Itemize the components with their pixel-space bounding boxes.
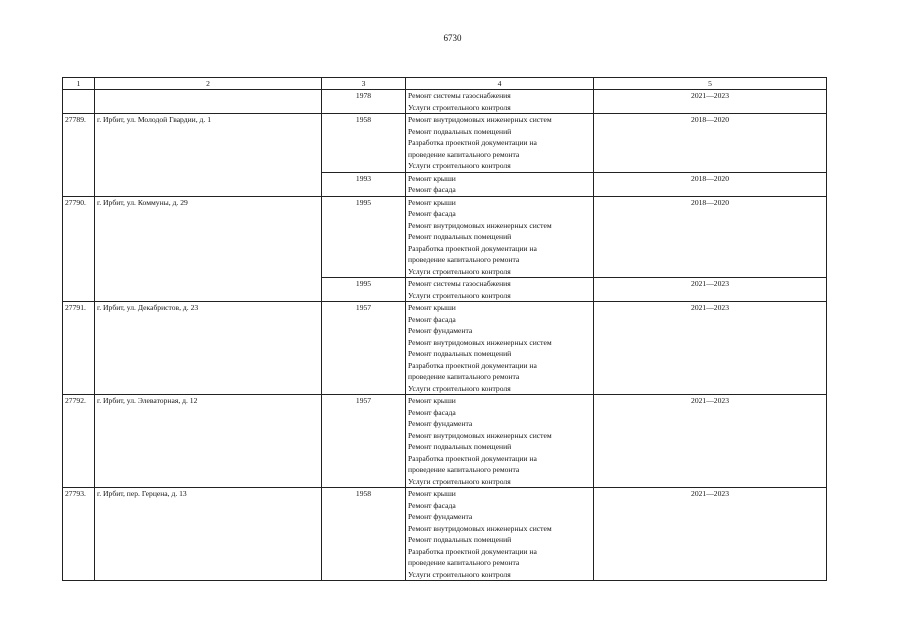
record-number-cell: 27791. [63, 302, 95, 395]
work-item: Разработка проектной документации на [408, 453, 537, 463]
year-cell: 1958 [322, 488, 406, 581]
works-cell [406, 395, 594, 488]
works-cell [406, 196, 594, 278]
work-item: Услуги строительного контроля [408, 266, 511, 276]
table-row [63, 302, 827, 395]
work-item: проведение капитального ремонта [408, 558, 520, 567]
page-number: 6730 [443, 33, 462, 43]
work-item: Ремонт внутридомовых инженерных систем [408, 337, 552, 347]
table-row [63, 114, 827, 173]
work-item: Ремонт крыши [408, 303, 456, 312]
work-item: проведение капитального ремонта [408, 372, 520, 381]
year-cell: 1993 [322, 172, 406, 196]
work-item: Ремонт фасада [408, 209, 456, 218]
period-cell: 2021—2023 [594, 488, 827, 581]
work-item: проведение капитального ремонта [408, 465, 520, 474]
column-number-row [63, 78, 827, 90]
works-cell [406, 488, 594, 581]
year-cell: 1995 [322, 278, 406, 302]
work-item: Ремонт внутридомовых инженерных систем [408, 523, 552, 533]
period-cell: 2018—2020 [594, 196, 827, 278]
column-header-2: 2 [95, 78, 322, 90]
works-cell [406, 114, 594, 173]
work-item: Услуги строительного контроля [408, 102, 511, 112]
table-row [63, 90, 827, 114]
work-item: Ремонт подвальных помещений [408, 442, 512, 451]
work-item: Ремонт фундамента [408, 419, 473, 428]
record-number-cell: 27789. [63, 114, 95, 197]
work-item: Ремонт фасада [408, 500, 456, 510]
work-item: Ремонт подвальных помещений [408, 126, 512, 136]
period-cell: 2021—2023 [594, 278, 827, 302]
address-cell [95, 90, 322, 114]
period-cell: 2021—2023 [594, 395, 827, 488]
work-item: Ремонт подвальных помещений [408, 232, 512, 241]
column-header-4: 4 [406, 78, 594, 90]
work-item: Ремонт внутридомовых инженерных систем [408, 430, 552, 440]
work-item: Услуги строительного контроля [408, 476, 511, 486]
work-item: Ремонт крыши [408, 396, 456, 405]
period-cell: 2018—2020 [594, 172, 827, 196]
work-item: Ремонт подвальных помещений [408, 349, 512, 358]
column-header-5: 5 [594, 78, 827, 90]
address-cell: г. Ирбит, ул. Декабристов, д. 23 [95, 302, 322, 395]
work-item: Ремонт крыши [408, 197, 456, 207]
year-cell: 1957 [322, 395, 406, 488]
record-number-cell: 27790. [63, 196, 95, 302]
work-item: Разработка проектной документации на [408, 360, 537, 370]
record-number-cell [63, 90, 95, 114]
address-cell: г. Ирбит, пер. Герцена, д. 13 [95, 488, 322, 581]
capital-repair-table [62, 77, 827, 581]
address-cell: г. Ирбит, ул. Элеваторная, д. 12 [95, 395, 322, 488]
works-cell [406, 90, 594, 114]
work-item: Разработка проектной документации на [408, 138, 537, 147]
works-cell [406, 278, 594, 302]
table-row [63, 488, 827, 581]
column-header-3: 3 [322, 78, 406, 90]
work-item: Ремонт внутридомовых инженерных систем [408, 220, 552, 230]
work-item: Ремонт фундамента [408, 512, 473, 521]
works-cell [406, 302, 594, 395]
year-cell: 1958 [322, 114, 406, 173]
period-cell: 2021—2023 [594, 90, 827, 114]
work-item: Ремонт внутридомовых инженерных систем [408, 115, 552, 124]
work-item: Ремонт фасада [408, 314, 456, 324]
work-item: Ремонт подвальных помещений [408, 535, 512, 544]
work-item: проведение капитального ремонта [408, 255, 520, 264]
record-number-cell: 27793. [63, 488, 95, 581]
work-item: Услуги строительного контроля [408, 161, 511, 170]
table-row [63, 395, 827, 488]
year-cell: 1978 [322, 90, 406, 114]
work-item: Ремонт крыши [408, 489, 456, 498]
work-item: Ремонт фундамента [408, 326, 473, 335]
address-cell: г. Ирбит, ул. Молодой Гвардии, д. 1 [95, 114, 322, 197]
work-item: Услуги строительного контроля [408, 290, 511, 300]
work-item: Ремонт системы газоснабжения [408, 91, 511, 100]
work-item: Услуги строительного контроля [408, 569, 511, 579]
work-item: Разработка проектной документации на [408, 546, 537, 556]
works-cell [406, 172, 594, 196]
period-cell: 2021—2023 [594, 302, 827, 395]
work-item: проведение капитального ремонта [408, 149, 520, 159]
work-item: Ремонт системы газоснабжения [408, 279, 511, 288]
year-cell: 1957 [322, 302, 406, 395]
record-number-cell: 27792. [63, 395, 95, 488]
work-item: Разработка проектной документации на [408, 243, 537, 253]
address-cell: г. Ирбит, ул. Коммуны, д. 29 [95, 196, 322, 302]
work-item: Ремонт крыши [408, 173, 456, 183]
work-item: Услуги строительного контроля [408, 383, 511, 393]
year-cell: 1995 [322, 196, 406, 278]
table-row [63, 196, 827, 278]
work-item: Ремонт фасада [408, 407, 456, 417]
column-header-1: 1 [63, 78, 95, 90]
table-body [63, 90, 827, 581]
work-item: Ремонт фасада [408, 185, 456, 194]
period-cell: 2018—2020 [594, 114, 827, 173]
